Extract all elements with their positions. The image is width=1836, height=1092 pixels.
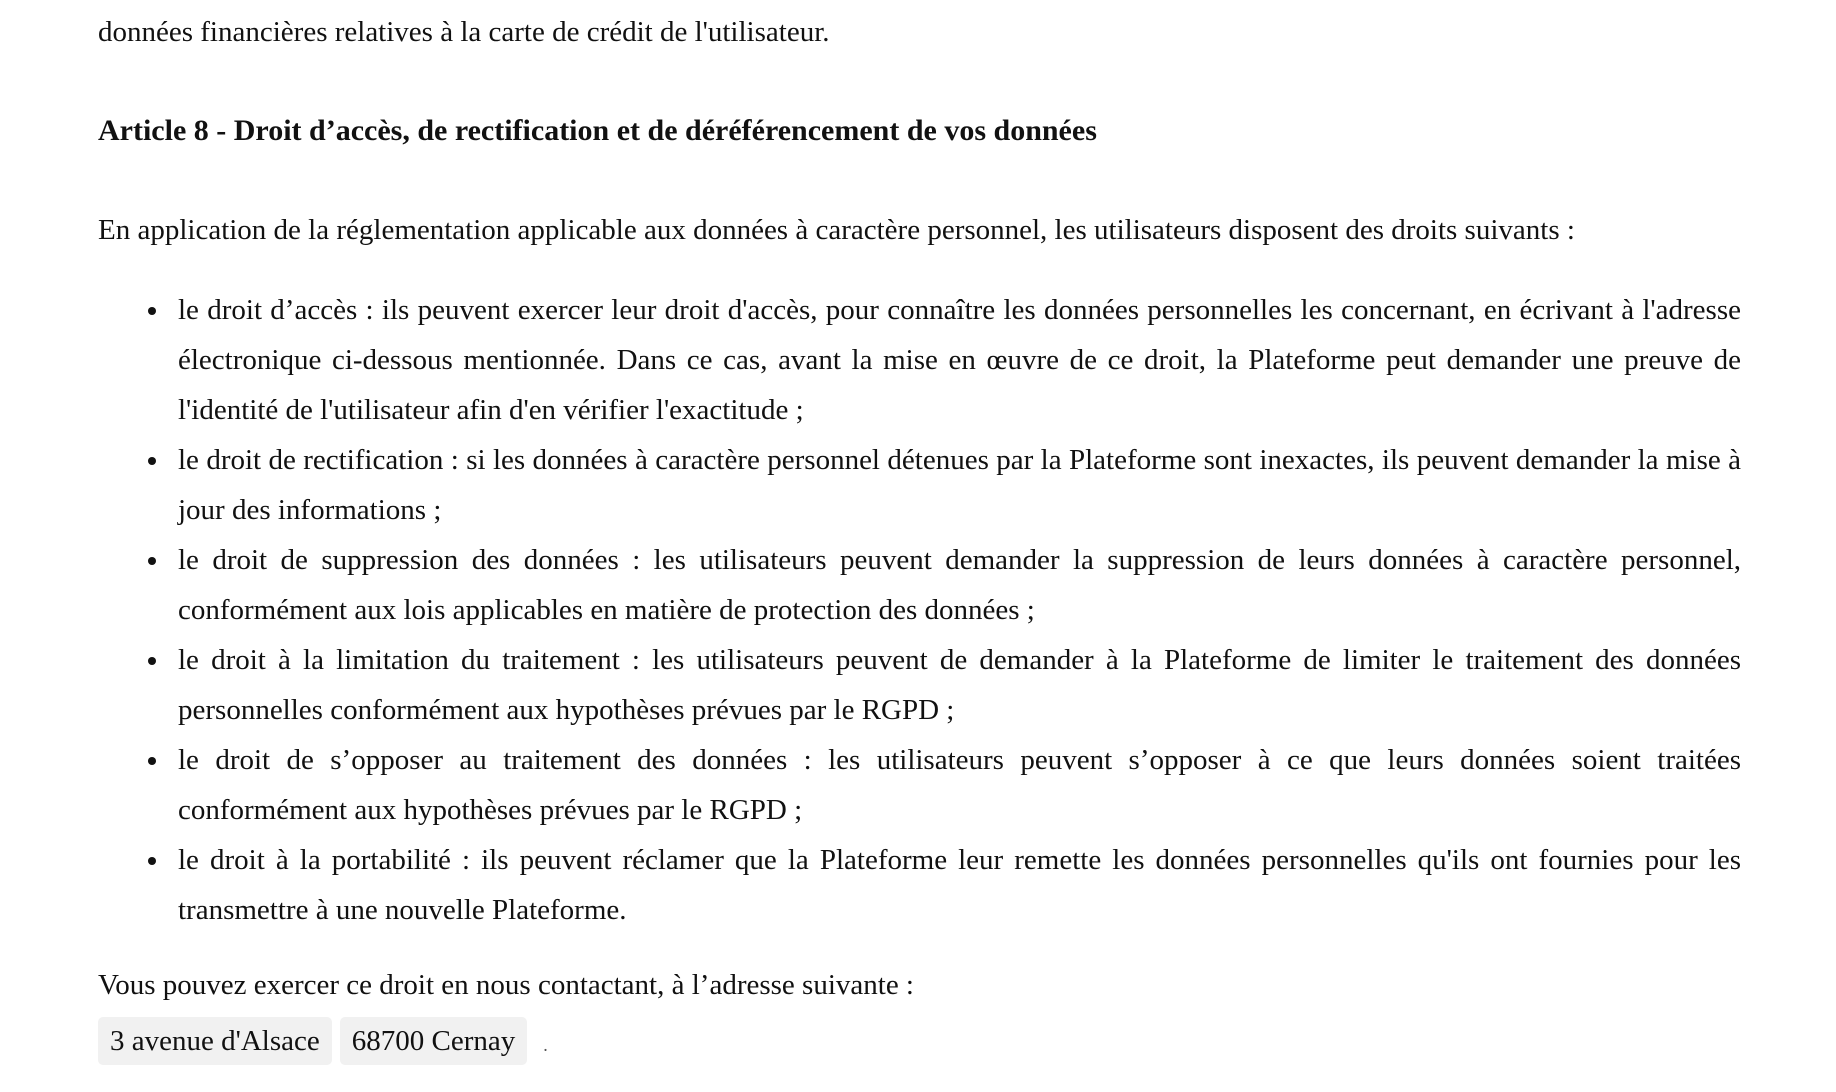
bullet-icon — [148, 757, 156, 765]
article-8-heading: Article 8 - Droit d’accès, de rectification et de déréférencement de vos données — [98, 114, 1097, 147]
article-intro: En application de la réglementation applicable aux données à caractère personnel, les utilisateurs disposent des droits suivants : — [98, 214, 1575, 246]
address-row — [98, 1017, 548, 1065]
bullet-icon — [148, 557, 156, 565]
right-item-text: le droit de s’opposer au traitement des données : les utilisateurs peuvent s’opposer à ce que leurs données soient traitées conformément aux hypothèses prévues par le RGPD ; — [178, 744, 1741, 826]
address-city-chip: 68700 Cernay — [340, 1017, 528, 1065]
address-street-chip: 3 avenue d'Alsace — [98, 1017, 332, 1065]
previous-paragraph-tail: données financières relatives à la carte de crédit de l'utilisateur. — [98, 16, 830, 48]
right-item-deletion — [178, 535, 1741, 635]
rights-list — [178, 285, 1741, 935]
bullet-icon — [148, 857, 156, 865]
bullet-icon — [148, 307, 156, 315]
address-trailing-period: . — [543, 1034, 548, 1055]
bullet-icon — [148, 457, 156, 465]
contact-paragraph: Vous pouvez exercer ce droit en nous contactant, à l’adresse suivante : — [98, 969, 914, 1001]
right-item-text: le droit de rectification : si les données à caractère personnel détenues par la Plateforme sont inexactes, ils peuvent demander la mise à jour des informations ; — [178, 444, 1741, 526]
right-item-text: le droit de suppression des données : les utilisateurs peuvent demander la suppression de leurs données à caractère personnel, conformément aux lois applicables en matière de protection des données ; — [178, 544, 1741, 626]
right-item-text: le droit d’accès : ils peuvent exercer leur droit d'accès, pour connaître les données personnelles les concernant, en écrivant à l'adresse électronique ci-dessous mentionnée. Dans ce cas, avant la mise en œuvre de ce droit, la Plateforme peut demander une preuve de l'identité de l'utilisateur afin d'en vérifier l'exactitude ; — [178, 294, 1741, 426]
right-item-access — [178, 285, 1741, 435]
right-item-limitation — [178, 635, 1741, 735]
right-item-text: le droit à la limitation du traitement : les utilisateurs peuvent de demander à la Plateforme de limiter le traitement des données personnelles conformément aux hypothèses prévues par le RGPD ; — [178, 644, 1741, 726]
right-item-portability — [178, 835, 1741, 935]
bullet-icon — [148, 657, 156, 665]
right-item-text: le droit à la portabilité : ils peuvent réclamer que la Plateforme leur remette les données personnelles qu'ils ont fournies pour les transmettre à une nouvelle Plateforme. — [178, 844, 1741, 926]
right-item-rectification — [178, 435, 1741, 535]
right-item-opposition — [178, 735, 1741, 835]
